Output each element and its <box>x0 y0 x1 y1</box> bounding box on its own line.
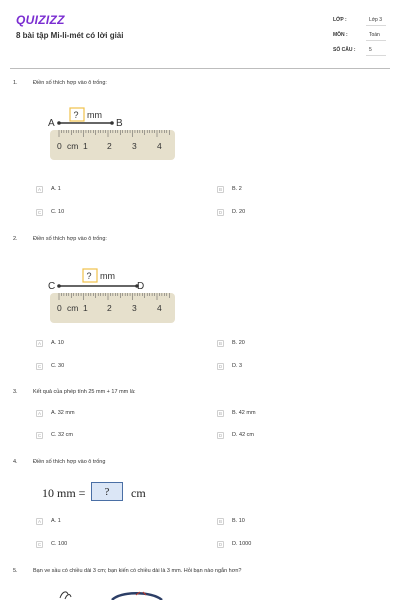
q4-option-b-text[interactable]: B. 10 <box>232 518 245 524</box>
ruler-tick-0: 0 <box>57 141 62 151</box>
q3-option-a-text[interactable]: A. 32 mm <box>51 410 75 416</box>
subject-label: MÔN : <box>333 32 348 38</box>
subject-underline <box>366 40 386 41</box>
q2-option-a-letter[interactable]: A <box>37 341 41 346</box>
question-count-underline <box>366 55 386 56</box>
point-c <box>57 284 61 288</box>
ruler-tick-3: 3 <box>132 303 137 313</box>
question-2-figure <box>40 267 180 327</box>
question-5-number: 5. <box>13 568 18 574</box>
q2-option-d-text[interactable]: D. 3 <box>232 363 243 369</box>
question-count-label: SỐ CÂU : <box>333 47 356 53</box>
ruler-tick-4: 4 <box>157 303 162 313</box>
quizizz-logo: QUIZIZZ <box>16 13 65 27</box>
q2-option-c-letter[interactable]: C <box>37 364 42 369</box>
question-5-illustration <box>40 586 180 600</box>
point-a <box>57 121 61 125</box>
q2-option-d-letter[interactable]: D <box>218 364 223 369</box>
q1-option-a-letter[interactable]: A <box>37 187 41 192</box>
grade-underline <box>366 25 386 26</box>
q1-option-c-letter[interactable]: C <box>37 210 42 215</box>
ruler-unit-cm: cm <box>67 303 79 313</box>
question-2-text: Điền số thích hợp vào ô trống: <box>33 236 107 242</box>
q1-option-d-text[interactable]: D. 20 <box>232 209 246 215</box>
answer-box-mark: ? <box>86 271 92 281</box>
worksheet-title: 8 bài tập Mi-li-mét có lời giải <box>16 31 124 40</box>
question-5-text: Bạn ve sầu có chiều dài 3 cm; bạn kiến có chiều dài là 3 mm. Hỏi bạn nào ngắn hơn? <box>33 568 242 574</box>
ruler <box>50 293 175 323</box>
question-2-number: 2. <box>13 236 18 242</box>
q4-option-b-letter[interactable]: B <box>218 519 222 524</box>
q2-option-b-text[interactable]: B. 20 <box>232 340 245 346</box>
point-c-label: C <box>48 281 56 292</box>
q1-option-b-text[interactable]: B. 2 <box>232 186 242 192</box>
q3-option-c-letter[interactable]: C <box>37 433 42 438</box>
question-1-number: 1. <box>13 80 18 86</box>
point-a-label: A <box>48 118 55 129</box>
ruler-tick-2: 2 <box>107 303 112 313</box>
q4-option-a-letter[interactable]: A <box>37 519 41 524</box>
q1-option-b-letter[interactable]: B <box>218 187 222 192</box>
equation-answer-box[interactable] <box>91 482 123 501</box>
unit-label: mm <box>87 110 102 120</box>
q3-option-d-text[interactable]: D. 42 cm <box>232 432 255 438</box>
ruler-unit-cm: cm <box>67 141 79 151</box>
q4-option-c-letter[interactable]: C <box>37 542 42 547</box>
q3-option-c-text[interactable]: C. 32 cm <box>51 432 74 438</box>
ruler-tick-4: 4 <box>157 141 162 151</box>
q3-option-b-text[interactable]: B. 42 mm <box>232 410 256 416</box>
q4-option-d-text[interactable]: D. 1000 <box>232 541 252 547</box>
cicada-antenna-icon <box>60 592 68 598</box>
equation-answer-mark: ? <box>104 485 110 498</box>
q1-option-c-text[interactable]: C. 10 <box>51 209 65 215</box>
ruler-tick-0: 0 <box>57 303 62 313</box>
q2-option-c-text[interactable]: C. 30 <box>51 363 65 369</box>
ruler-tick-1: 1 <box>83 141 88 151</box>
q4-option-d-letter[interactable]: D <box>218 542 223 547</box>
question-4-number: 4. <box>13 459 18 465</box>
cicada-antenna-icon-2 <box>65 595 71 599</box>
subject-value: Toán <box>369 32 380 38</box>
q3-option-a-letter[interactable]: A <box>37 411 41 416</box>
question-count-value: 5 <box>369 47 372 53</box>
equation-left: 10 mm = <box>42 486 86 500</box>
q3-option-b-letter[interactable]: B <box>218 411 222 416</box>
question-3-text: Kết quả của phép tính 25 mm + 17 mm là: <box>33 389 136 395</box>
q1-option-a-text[interactable]: A. 1 <box>51 186 61 192</box>
point-d-label: D <box>137 281 145 292</box>
equation-right: cm <box>131 486 146 500</box>
q2-option-a-text[interactable]: A. 10 <box>51 340 64 346</box>
q4-option-c-text[interactable]: C. 100 <box>51 541 68 547</box>
ruler-tick-1: 1 <box>83 303 88 313</box>
q4-option-a-text[interactable]: A. 1 <box>51 518 61 524</box>
point-b-label: B <box>116 118 123 129</box>
question-1-figure <box>40 103 180 163</box>
question-4-text: Điền số thích hợp vào ô trống <box>33 459 106 465</box>
question-3-number: 3. <box>13 389 18 395</box>
ruler-tick-3: 3 <box>132 141 137 151</box>
point-b <box>110 121 114 125</box>
q3-option-d-letter[interactable]: D <box>218 433 223 438</box>
grade-label: LỚP : <box>333 17 347 23</box>
answer-box-mark: ? <box>73 110 79 120</box>
question-1-text: Điền số thích hợp vào ô trống: <box>33 80 107 86</box>
grade-value: Lớp 3 <box>369 17 383 23</box>
q1-option-d-letter[interactable]: D <box>218 210 223 215</box>
q2-option-b-letter[interactable]: B <box>218 341 222 346</box>
ruler-tick-2: 2 <box>107 141 112 151</box>
header-divider <box>10 68 390 69</box>
ruler <box>50 130 175 160</box>
unit-label: mm <box>100 271 115 281</box>
